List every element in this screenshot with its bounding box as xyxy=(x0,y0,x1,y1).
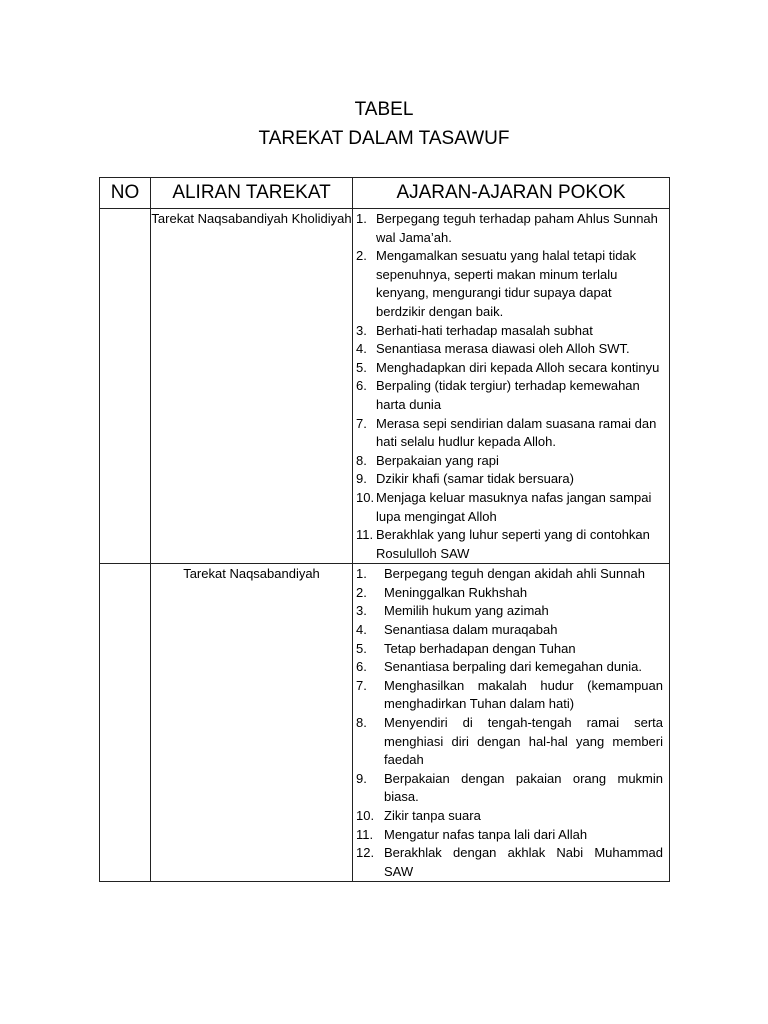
row-no-cell xyxy=(100,564,151,882)
list-item-text: Berpegang teguh terhadap paham Ahlus Sunnah wal Jama’ah. xyxy=(376,211,658,245)
list-item-text: Menyendiri di tengah-tengah ramai serta menghiasi diri dengan hal-hal yang memberi faedah xyxy=(384,715,663,768)
header-no: NO xyxy=(100,178,151,209)
list-item-text: Dzikir khafi (samar tidak bersuara) xyxy=(376,471,574,487)
list-item xyxy=(356,247,663,321)
list-item-number: 5. xyxy=(356,640,367,656)
list-item-text: Mengatur nafas tanpa lali dari Allah xyxy=(384,826,588,842)
list-item xyxy=(356,526,663,563)
list-item xyxy=(356,210,663,247)
list-item xyxy=(356,470,663,489)
list-item-text: Meninggalkan Rukhshah xyxy=(384,584,528,600)
list-item-number: 11. xyxy=(356,527,374,543)
list-item-text: Berpaling (tidak tergiur) terhadap kemewahan harta dunia xyxy=(376,378,640,412)
list-item-number: 7. xyxy=(356,415,367,431)
list-item xyxy=(356,565,663,584)
list-item xyxy=(356,584,663,603)
document-title xyxy=(0,95,768,153)
list-item-text: Berhati-hati terhadap masalah subhat xyxy=(376,322,593,338)
title-line-2: TAREKAT DALAM TASAWUF xyxy=(258,128,510,149)
list-item-number: 4. xyxy=(356,622,367,638)
list-item-number: 8. xyxy=(356,715,367,731)
row-no-cell xyxy=(100,209,151,564)
table-body xyxy=(100,209,670,882)
list-item xyxy=(356,658,663,677)
list-item-text: Memilih hukum yang azimah xyxy=(384,603,549,619)
list-item-number: 5. xyxy=(356,359,367,375)
list-item-number: 9. xyxy=(356,471,367,487)
ajaran-cell xyxy=(353,564,670,882)
list-item xyxy=(356,340,663,359)
list-item-text: Senantiasa merasa diawasi oleh Alloh SWT. xyxy=(376,341,630,357)
list-item-text: Merasa sepi sendirian dalam suasana ramai dan hati selalu hudlur kepada Alloh. xyxy=(376,415,657,450)
list-item xyxy=(356,415,663,452)
aliran-name: Tarekat Naqsabandiyah Kholidiyah xyxy=(151,211,352,226)
list-item xyxy=(356,489,663,526)
list-item-number: 12. xyxy=(356,845,375,861)
table-row xyxy=(100,564,670,882)
list-item-number: 3. xyxy=(356,603,367,619)
list-item-text: Tetap berhadapan dengan Tuhan xyxy=(384,640,576,656)
list-item-text: Senantiasa berpaling dari kemegahan dunia. xyxy=(384,659,643,675)
list-item-text: Senantiasa dalam muraqabah xyxy=(384,622,558,638)
list-item xyxy=(356,640,663,659)
list-item-number: 10. xyxy=(356,489,375,505)
list-item-text: Menghadapkan diri kepada Alloh secara kontinyu xyxy=(376,359,660,375)
list-item-text: Menjaga keluar masuknya nafas jangan sampai lupa mengingat Alloh xyxy=(376,489,652,524)
header-aliran-tarekat: ALIRAN TAREKAT xyxy=(151,178,353,209)
list-item-number: 6. xyxy=(356,659,367,675)
tarekat-table xyxy=(99,177,670,882)
list-item-text: Berpegang teguh dengan akidah ahli Sunnah xyxy=(384,566,645,582)
list-item-text: Berpakaian dengan pakaian orang mukmin biasa. xyxy=(384,770,663,805)
list-item-number: 7. xyxy=(356,677,367,693)
list-item-text: Berpakaian yang rapi xyxy=(376,452,499,468)
list-item-number: 8. xyxy=(356,452,367,468)
ajaran-list xyxy=(353,564,669,881)
list-item-text: Berakhlak dengan akhlak Nabi Muhammad SAW xyxy=(384,845,663,879)
list-item-number: 2. xyxy=(356,584,367,600)
list-item xyxy=(356,714,663,770)
ajaran-list xyxy=(353,209,669,563)
list-item-number: 9. xyxy=(356,770,367,786)
list-item-text: Berakhlak yang luhur seperti yang di contohkan Rosululloh SAW xyxy=(376,527,650,561)
list-item-text: Zikir tanpa suara xyxy=(384,808,481,823)
list-item xyxy=(356,677,663,714)
list-item xyxy=(356,807,663,826)
list-item xyxy=(356,322,663,341)
list-item-text: Menghasilkan makalah hudur (kemampuan menghadirkan Tuhan dalam hati) xyxy=(384,677,663,712)
ajaran-cell xyxy=(353,209,670,564)
list-item xyxy=(356,602,663,621)
list-item xyxy=(356,844,663,881)
header-ajaran-pokok: AJARAN-AJARAN POKOK xyxy=(353,178,670,209)
list-item-text: Mengamalkan sesuatu yang halal tetapi tidak sepenuhnya, seperti makan minum terlalu kenyang, mengurangi tidur supaya dapat berdzikir dengan baik. xyxy=(376,248,637,319)
list-item xyxy=(356,452,663,471)
list-item xyxy=(356,770,663,807)
table-header-row xyxy=(100,178,670,209)
aliran-cell xyxy=(151,564,353,882)
list-item-number: 10. xyxy=(356,808,375,823)
aliran-name: Tarekat Naqsabandiyah xyxy=(183,566,320,582)
list-item-number: 11. xyxy=(356,826,374,842)
list-item xyxy=(356,621,663,640)
title-line-1: TABEL xyxy=(354,99,414,120)
list-item-number: 3. xyxy=(356,322,367,338)
list-item-number: 4. xyxy=(356,341,367,357)
list-item xyxy=(356,826,663,845)
list-item xyxy=(356,359,663,378)
list-item-number: 1. xyxy=(356,211,367,226)
list-item-number: 2. xyxy=(356,248,367,264)
aliran-cell xyxy=(151,209,353,564)
list-item xyxy=(356,377,663,414)
table-row xyxy=(100,209,670,564)
list-item-number: 1. xyxy=(356,566,367,582)
list-item-number: 6. xyxy=(356,378,367,394)
